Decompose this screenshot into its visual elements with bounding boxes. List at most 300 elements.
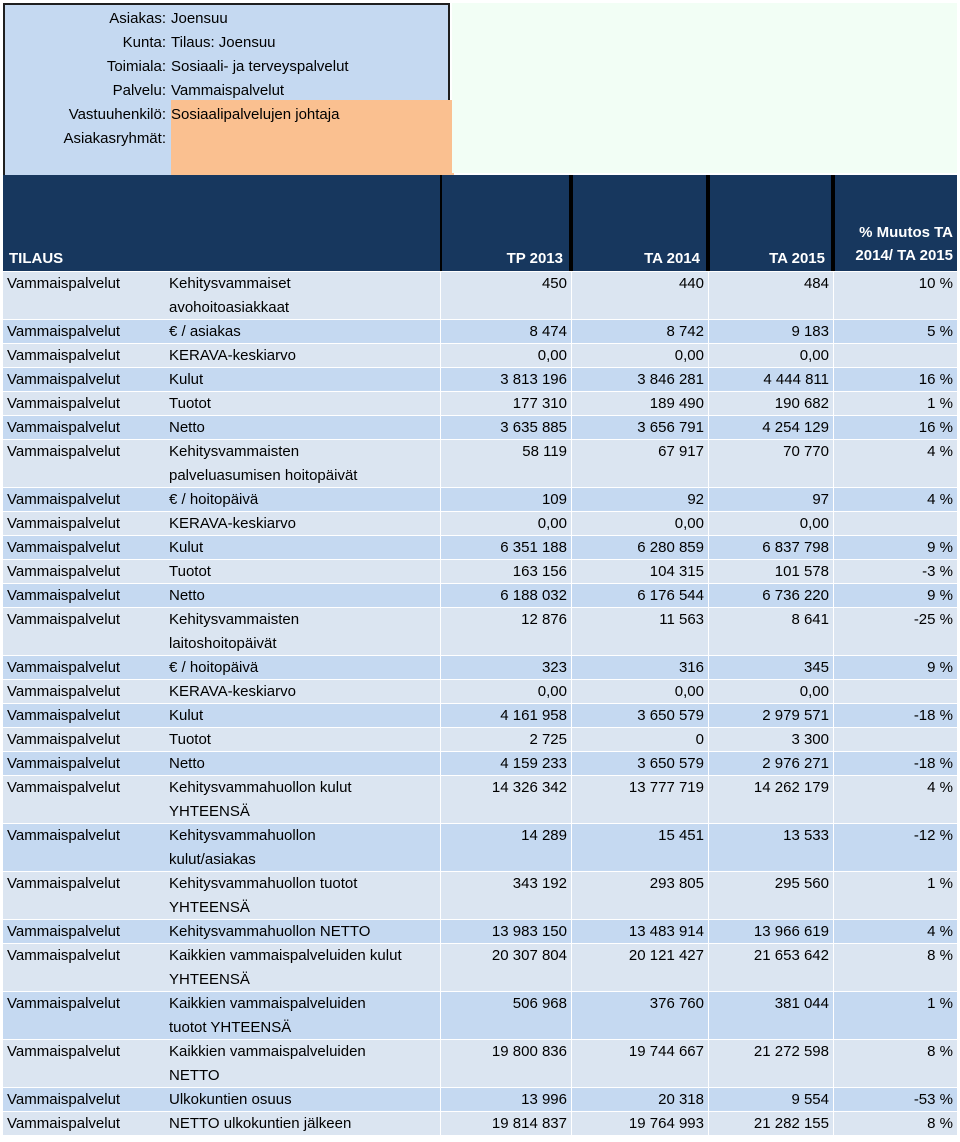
header-muutos-line2: 2014/ TA 2015 [855, 247, 953, 264]
tp2013-value: 19 814 837 [491, 1115, 567, 1132]
column-divider [708, 824, 709, 872]
column-divider [708, 536, 709, 560]
ta2015-value: 97 [812, 491, 829, 508]
column-divider [571, 752, 572, 776]
column-divider [440, 392, 441, 416]
item-cell [169, 1088, 469, 1112]
tp2013-value: 6 351 188 [500, 539, 567, 556]
empty-panel [452, 3, 957, 173]
item-label-line: € / hoitopäivä [169, 491, 259, 508]
info-value: Vammaispalvelut [171, 82, 285, 99]
table-row [3, 512, 957, 536]
ta2014-value: 293 805 [649, 875, 704, 892]
table-row [3, 776, 957, 824]
service-cell: Vammaispalvelut [7, 731, 121, 748]
ta2015-value: 21 282 155 [753, 1115, 829, 1132]
column-divider [571, 992, 572, 1040]
tp2013-value: 3 635 885 [500, 419, 567, 436]
item-label-line: Kulut [169, 707, 204, 724]
table-row [3, 344, 957, 368]
ta2015-value: 14 262 179 [753, 779, 829, 796]
column-divider [571, 704, 572, 728]
column-divider [833, 680, 834, 704]
column-divider [708, 1040, 709, 1088]
table-row [3, 752, 957, 776]
info-value: Sosiaali- ja terveyspalvelut [171, 58, 349, 75]
table-row [3, 368, 957, 392]
item-cell [169, 440, 469, 488]
table-row [3, 1040, 957, 1088]
change-percent: -53 % [913, 1091, 953, 1108]
service-cell: Vammaispalvelut [7, 347, 121, 364]
service-cell: Vammaispalvelut [7, 923, 121, 940]
item-label-line: Kehitysvammaiset [169, 275, 291, 292]
service-cell: Vammaispalvelut [7, 611, 121, 628]
item-label-line: kulut/asiakas [169, 851, 256, 868]
column-divider [440, 1088, 441, 1112]
column-divider [708, 728, 709, 752]
ta2015-value: 13 533 [783, 827, 829, 844]
column-divider [833, 416, 834, 440]
item-cell [169, 368, 469, 392]
column-divider [708, 872, 709, 920]
customer-info-panel [3, 3, 450, 175]
column-divider [571, 1088, 572, 1112]
item-cell [169, 608, 469, 656]
column-divider [708, 656, 709, 680]
service-cell: Vammaispalvelut [7, 827, 121, 844]
info-value: Sosiaalipalvelujen johtaja [171, 106, 340, 123]
item-label-line: YHTEENSÄ [169, 899, 250, 916]
column-divider [571, 656, 572, 680]
service-cell: Vammaispalvelut [7, 1043, 121, 1060]
item-cell [169, 1040, 469, 1088]
item-label-line: Netto [169, 419, 205, 436]
table-row [3, 1112, 957, 1136]
table-row [3, 1088, 957, 1112]
service-cell: Vammaispalvelut [7, 707, 121, 724]
item-cell [169, 536, 469, 560]
column-divider [833, 560, 834, 584]
item-cell [169, 680, 469, 704]
column-divider [571, 560, 572, 584]
column-divider [440, 536, 441, 560]
column-divider [708, 992, 709, 1040]
column-divider [440, 320, 441, 344]
item-cell [169, 728, 469, 752]
header-ta2014: TA 2014 [644, 250, 700, 267]
item-label-line: € / hoitopäivä [169, 659, 259, 676]
item-cell [169, 1112, 469, 1136]
ta2014-value: 104 315 [649, 563, 704, 580]
column-divider [708, 704, 709, 728]
column-divider [833, 1112, 834, 1136]
service-cell: Vammaispalvelut [7, 443, 121, 460]
info-label: Palvelu: [112, 82, 166, 99]
tp2013-value: 4 161 958 [500, 707, 567, 724]
column-divider [708, 752, 709, 776]
tp2013-value: 58 119 [522, 443, 567, 460]
change-percent: 4 % [927, 491, 953, 508]
ta2014-value: 316 [678, 659, 704, 676]
ta2015-value: 484 [803, 275, 829, 292]
table-row [3, 416, 957, 440]
ta2015-value: 6 837 798 [762, 539, 829, 556]
column-divider [708, 584, 709, 608]
service-cell: Vammaispalvelut [7, 515, 121, 532]
column-divider [440, 680, 441, 704]
column-divider [440, 560, 441, 584]
item-label-line: Kehitysvammahuollon NETTO [169, 923, 371, 940]
tp2013-value: 6 188 032 [500, 587, 567, 604]
tp2013-value: 506 968 [512, 995, 567, 1012]
column-divider [833, 824, 834, 872]
service-cell: Vammaispalvelut [7, 563, 121, 580]
item-label-line: Kehitysvammahuollon kulut [169, 779, 352, 796]
header-ta2015: TA 2015 [769, 250, 825, 267]
item-label-line: € / asiakas [169, 323, 241, 340]
ta2014-value: 8 742 [666, 323, 704, 340]
tp2013-value: 14 289 [521, 827, 567, 844]
ta2015-value: 8 641 [791, 611, 829, 628]
column-divider [708, 488, 709, 512]
item-label-line: NETTO [169, 1067, 220, 1084]
item-label-line: Kaikkien vammaispalveluiden kulut [169, 947, 402, 964]
ta2015-value: 0,00 [799, 683, 829, 700]
change-percent: 4 % [927, 443, 953, 460]
column-divider [708, 344, 709, 368]
item-label-line: Netto [169, 587, 205, 604]
item-cell [169, 776, 469, 824]
item-label-line: laitoshoitopäivät [169, 635, 277, 652]
info-value: Joensuu [171, 10, 228, 27]
data-table [3, 272, 957, 1136]
change-percent: 9 % [927, 539, 953, 556]
ta2014-value: 3 846 281 [637, 371, 704, 388]
column-divider [571, 440, 572, 488]
column-divider [708, 272, 709, 320]
column-divider [708, 560, 709, 584]
tp2013-value: 3 813 196 [500, 371, 567, 388]
column-divider [571, 416, 572, 440]
column-divider [571, 872, 572, 920]
ta2014-value: 6 280 859 [637, 539, 704, 556]
item-label-line: palveluasumisen hoitopäivät [169, 467, 358, 484]
item-cell [169, 320, 469, 344]
change-percent [833, 680, 957, 704]
item-cell [169, 584, 469, 608]
column-divider [440, 584, 441, 608]
column-divider [833, 584, 834, 608]
item-label-line: Kulut [169, 371, 204, 388]
change-percent: 8 % [927, 1043, 953, 1060]
ta2015-value: 0,00 [799, 515, 829, 532]
item-cell [169, 920, 469, 944]
info-label: Toimiala: [106, 58, 166, 75]
info-value: Tilaus: Joensuu [171, 34, 276, 51]
column-divider [440, 608, 441, 656]
change-percent: 1 % [927, 995, 953, 1012]
column-divider [571, 488, 572, 512]
column-divider [833, 992, 834, 1040]
ta2014-value: 13 483 914 [628, 923, 704, 940]
column-divider [708, 608, 709, 656]
item-label-line: Netto [169, 755, 205, 772]
tp2013-value: 14 326 342 [491, 779, 567, 796]
ta2014-value: 67 917 [658, 443, 704, 460]
column-divider [571, 344, 572, 368]
service-cell: Vammaispalvelut [7, 323, 121, 340]
tp2013-value: 450 [541, 275, 567, 292]
item-cell [169, 560, 469, 584]
ta2014-value: 0,00 [674, 683, 704, 700]
ta2015-value: 381 044 [774, 995, 829, 1012]
ta2015-value: 21 272 598 [753, 1043, 829, 1060]
change-percent: -25 % [913, 611, 953, 628]
item-cell [169, 344, 469, 368]
change-percent: 8 % [927, 947, 953, 964]
ta2015-value: 70 770 [783, 443, 829, 460]
item-cell [169, 872, 469, 920]
column-divider [571, 536, 572, 560]
ta2014-value: 0,00 [674, 515, 704, 532]
column-divider [833, 272, 834, 320]
service-cell: Vammaispalvelut [7, 659, 121, 676]
column-divider [440, 1040, 441, 1088]
table-row [3, 680, 957, 704]
ta2015-value: 13 966 619 [753, 923, 829, 940]
ta2014-value: 440 [678, 275, 704, 292]
item-label-line: Kehitysvammahuollon tuotot [169, 875, 358, 892]
service-cell: Vammaispalvelut [7, 779, 121, 796]
change-percent: 9 % [927, 659, 953, 676]
ta2014-value: 3 650 579 [637, 755, 704, 772]
item-cell [169, 272, 469, 320]
service-cell: Vammaispalvelut [7, 395, 121, 412]
column-divider [571, 320, 572, 344]
column-divider [571, 776, 572, 824]
ta2014-value: 0,00 [674, 347, 704, 364]
column-divider [833, 344, 834, 368]
column-divider [833, 392, 834, 416]
ta2015-value: 190 682 [774, 395, 829, 412]
item-label-line: KERAVA-keskiarvo [169, 347, 296, 364]
table-row [3, 656, 957, 680]
item-label-line: tuotot YHTEENSÄ [169, 1019, 292, 1036]
column-divider [833, 512, 834, 536]
change-percent: -18 % [913, 707, 953, 724]
ta2015-value: 4 254 129 [762, 419, 829, 436]
ta2014-value: 15 451 [658, 827, 704, 844]
item-label-line: avohoitoasiakkaat [169, 299, 290, 316]
item-label-line: YHTEENSÄ [169, 803, 250, 820]
ta2014-value: 20 121 427 [628, 947, 704, 964]
column-divider [708, 392, 709, 416]
header-tp2013: TP 2013 [506, 250, 563, 267]
column-divider [833, 872, 834, 920]
item-label-line: Kehitysvammaisten [169, 443, 300, 460]
service-cell: Vammaispalvelut [7, 683, 121, 700]
tp2013-value: 163 156 [512, 563, 567, 580]
info-label: Asiakas: [109, 10, 166, 27]
column-divider [571, 824, 572, 872]
ta2014-value: 0 [695, 731, 704, 748]
tp2013-value: 2 725 [529, 731, 567, 748]
column-divider [571, 920, 572, 944]
item-label-line: Kulut [169, 539, 204, 556]
table-row [3, 392, 957, 416]
tp2013-value: 19 800 836 [491, 1043, 567, 1060]
item-label-line: Kehitysvammahuollon [169, 827, 316, 844]
ta2014-value: 3 650 579 [637, 707, 704, 724]
row-divider [3, 1135, 957, 1136]
column-divider [833, 944, 834, 992]
ta2015-value: 2 976 271 [762, 755, 829, 772]
item-cell [169, 704, 469, 728]
item-cell [169, 992, 469, 1040]
ta2014-value: 11 563 [659, 611, 704, 628]
tp2013-value: 4 159 233 [500, 755, 567, 772]
column-divider [440, 656, 441, 680]
item-label-line: KERAVA-keskiarvo [169, 515, 296, 532]
change-percent [833, 344, 957, 368]
table-row [3, 944, 957, 992]
column-divider [571, 680, 572, 704]
column-divider [708, 512, 709, 536]
ta2014-value: 13 777 719 [628, 779, 704, 796]
item-cell [169, 824, 469, 872]
header-muutos [855, 221, 953, 267]
change-percent: 8 % [927, 1115, 953, 1132]
ta2014-value: 19 744 667 [628, 1043, 704, 1060]
column-divider [440, 824, 441, 872]
column-divider [571, 512, 572, 536]
service-cell: Vammaispalvelut [7, 947, 121, 964]
column-divider [440, 704, 441, 728]
service-cell: Vammaispalvelut [7, 275, 121, 292]
table-row [3, 488, 957, 512]
column-divider [571, 272, 572, 320]
item-cell [169, 392, 469, 416]
table-header [3, 175, 957, 271]
column-divider [833, 920, 834, 944]
item-label-line: Kaikkien vammaispalveluiden [169, 995, 366, 1012]
column-divider [833, 320, 834, 344]
info-label: Kunta: [122, 34, 166, 51]
tp2013-value: 8 474 [529, 323, 567, 340]
change-percent: 4 % [927, 923, 953, 940]
change-percent: 4 % [927, 779, 953, 796]
column-divider [708, 440, 709, 488]
ta2015-value: 101 578 [774, 563, 829, 580]
service-cell: Vammaispalvelut [7, 995, 121, 1012]
info-label: Vastuuhenkilö: [68, 106, 166, 123]
column-divider [708, 944, 709, 992]
item-cell [169, 488, 469, 512]
table-row [3, 560, 957, 584]
table-row [3, 728, 957, 752]
change-percent [833, 512, 957, 536]
table-row [3, 272, 957, 320]
table-row [3, 872, 957, 920]
change-percent: -12 % [913, 827, 953, 844]
item-cell [169, 512, 469, 536]
item-label-line: NETTO ulkokuntien jälkeen [169, 1115, 352, 1132]
tp2013-value: 12 876 [521, 611, 567, 628]
column-divider [833, 488, 834, 512]
change-percent: 1 % [927, 875, 953, 892]
change-percent: 10 % [918, 275, 953, 292]
column-divider [440, 512, 441, 536]
header-muutos-line1: % Muutos TA [859, 224, 953, 241]
column-divider [440, 440, 441, 488]
column-divider [708, 1112, 709, 1136]
change-percent: 16 % [918, 419, 953, 436]
table-row [3, 992, 957, 1040]
column-divider [833, 752, 834, 776]
service-cell: Vammaispalvelut [7, 1091, 121, 1108]
item-label-line: YHTEENSÄ [169, 971, 250, 988]
column-divider [571, 1040, 572, 1088]
tp2013-value: 0,00 [537, 515, 567, 532]
column-divider [833, 704, 834, 728]
service-cell: Vammaispalvelut [7, 875, 121, 892]
header-muutos-cell [833, 175, 957, 271]
tp2013-value: 323 [541, 659, 567, 676]
tp2013-value: 0,00 [537, 683, 567, 700]
table-row [3, 440, 957, 488]
column-divider [833, 656, 834, 680]
service-cell: Vammaispalvelut [7, 419, 121, 436]
service-cell: Vammaispalvelut [7, 1115, 121, 1132]
table-row [3, 608, 957, 656]
tp2013-value: 109 [541, 491, 567, 508]
change-percent: 1 % [927, 395, 953, 412]
tp2013-value: 13 996 [521, 1091, 567, 1108]
column-divider [440, 1112, 441, 1136]
table-row [3, 920, 957, 944]
ta2015-value: 9 183 [791, 323, 829, 340]
ta2014-value: 376 760 [649, 995, 704, 1012]
service-cell: Vammaispalvelut [7, 755, 121, 772]
ta2015-value: 3 300 [791, 731, 829, 748]
ta2015-value: 4 444 811 [763, 371, 829, 388]
tp2013-value: 20 307 804 [491, 947, 567, 964]
column-divider [440, 416, 441, 440]
header-tp2013-cell [440, 175, 571, 271]
item-label-line: Tuotot [169, 731, 211, 748]
item-label-line: Ulkokuntien osuus [169, 1091, 292, 1108]
table-row [3, 704, 957, 728]
column-divider [440, 752, 441, 776]
table-row [3, 536, 957, 560]
ta2015-value: 21 653 642 [753, 947, 829, 964]
info-label: Asiakasryhmät: [63, 130, 166, 147]
ta2015-value: 345 [803, 659, 829, 676]
column-divider [440, 944, 441, 992]
service-cell: Vammaispalvelut [7, 371, 121, 388]
change-percent: 16 % [918, 371, 953, 388]
column-divider [708, 368, 709, 392]
ta2014-value: 6 176 544 [637, 587, 704, 604]
item-cell [169, 944, 469, 992]
column-divider [440, 368, 441, 392]
item-cell [169, 752, 469, 776]
column-divider [440, 920, 441, 944]
column-divider [708, 776, 709, 824]
column-divider [571, 608, 572, 656]
column-divider [440, 272, 441, 320]
